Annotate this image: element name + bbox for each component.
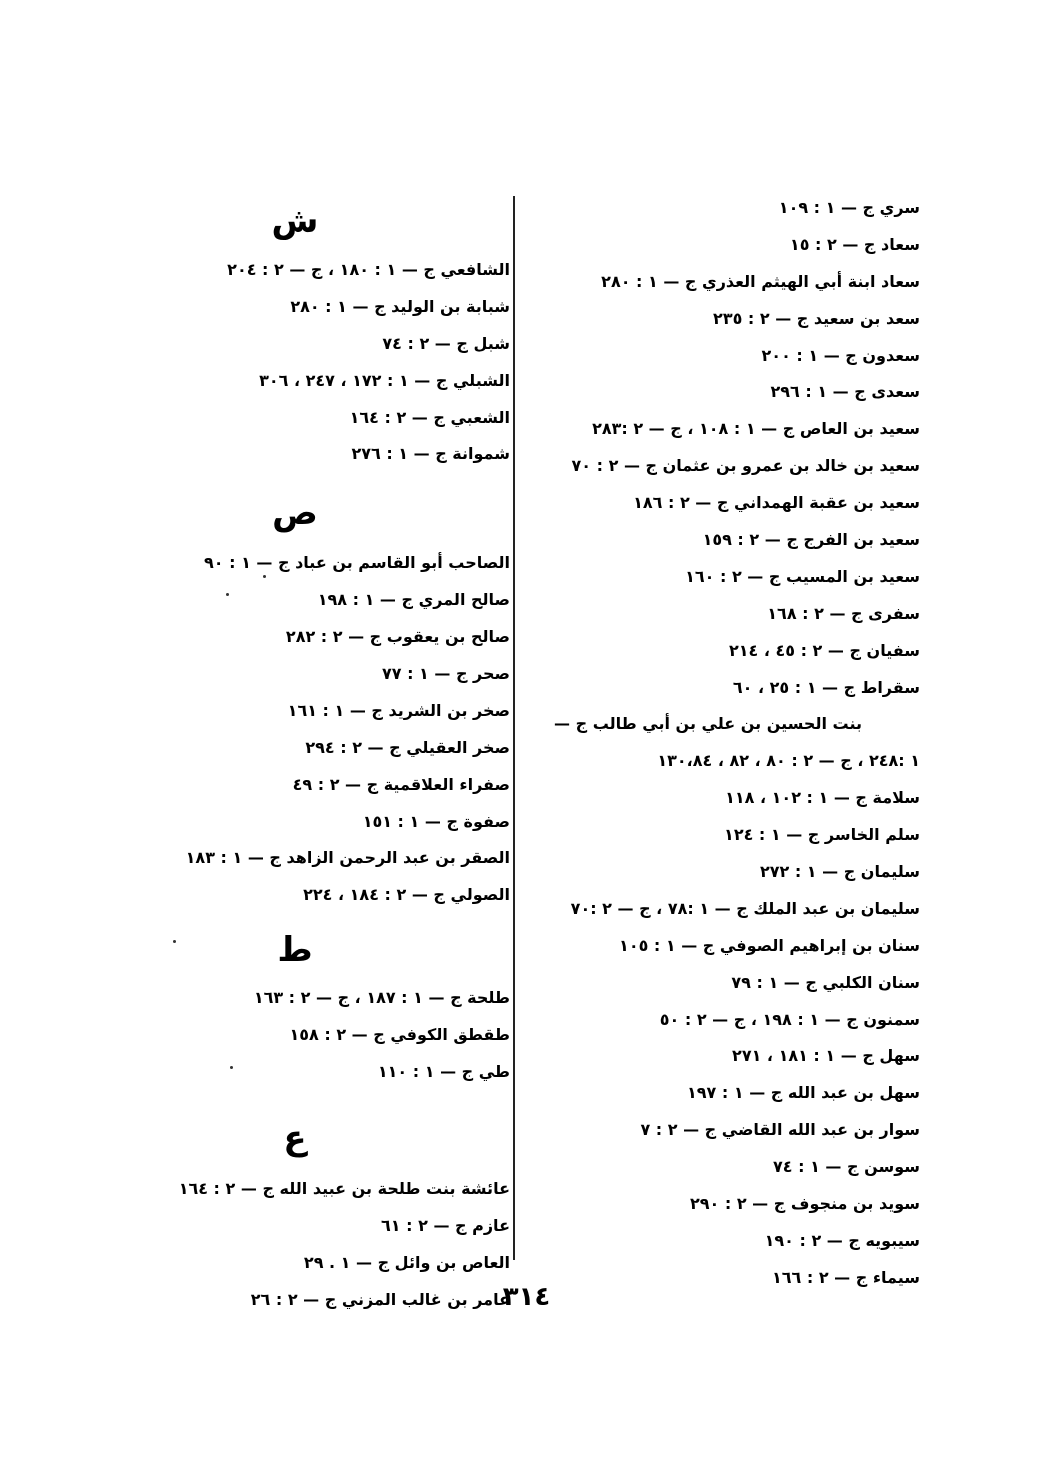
index-entry: سفيان ج — ٢ : ٤٥ ، ٢١٤ [728, 640, 920, 660]
index-entry: سلم الخاسر ج — ١ : ١٢٤ [724, 825, 920, 845]
index-entry: الصولي ج — ٢ : ١٨٤ ، ٢٢٤ [303, 885, 510, 905]
index-entry: سوسن ج — ١ : ٧٤ [773, 1157, 920, 1177]
section-letter-taa: ط [277, 930, 313, 971]
index-entry: صحر ج — ١ : ٧٧ [381, 664, 510, 684]
index-entry: سيبويه ج — ٢ : ١٩٠ [764, 1230, 920, 1250]
index-entry: الشبلي ج — ١ : ١٧٢ ، ٢٤٧ ، ٣٠٦ [259, 370, 510, 390]
index-entry: سعدون ج — ١ : ٢٠٠ [761, 345, 920, 365]
index-entry: سهل ج — ١ : ١٨١ ، ٢٧١ [732, 1046, 920, 1066]
index-entry: الشافعي ج — ١ : ١٨٠ ، ج — ٢ : ٢٠٤ [227, 260, 510, 279]
index-entry: صخر العقيلي ج — ٢ : ٢٩٤ [305, 737, 510, 757]
index-entry: سعد بن سعيد ج — ٢ : ٢٣٥ [713, 308, 920, 328]
index-entry: طي ج — ١ : ١١٠ [377, 1062, 510, 1082]
section-letter-sheen: ش [271, 201, 319, 241]
index-entry: الصقر بن عبد الرحمن الزاهد ج — ١ : ١٨٣ [185, 848, 510, 868]
index-entry: سعيد بن المسيب ج — ٢ : ١٦٠ [685, 566, 920, 586]
left-column [110, 190, 510, 1318]
index-entry: عامر بن غالب المزني ج — ٢ : ٢٦ [250, 1289, 510, 1309]
index-entry: سليمان بن عبد الملك ج — ١ :٧٨ ، ج — ٢ :٧٠ [570, 898, 920, 918]
section-letter-sad: ص [272, 493, 318, 534]
index-entry: سعيد بن خالد بن عمرو بن عثمان ج — ٢ : ٧٠ [571, 456, 920, 476]
index-entry: سقراط ج — ١ : ٢٥ ، ٦٠ [732, 677, 920, 697]
index-entry: سعيد بن عقبة الهمداني ج — ٢ : ١٨٦ [633, 493, 920, 513]
print-speck [226, 593, 229, 596]
index-entry: الشعبي ج — ٢ : ١٦٤ [349, 407, 510, 427]
index-entry: سنان الكلبي ج — ١ : ٧٩ [731, 972, 920, 992]
index-entry: سعدى ج — ١ : ٢٩٦ [770, 382, 920, 402]
index-entry: طلحة ج — ١ : ١٨٧ ، ج — ٢ : ١٦٣ [253, 988, 510, 1008]
index-entry: شبل ج — ٢ : ٧٤ [382, 333, 510, 353]
index-entry: سوار بن عبد الله القاضي ج — ٢ : ٧ [640, 1120, 920, 1140]
index-entry: شبابة بن الوليد ج — ١ : ٢٨٠ [290, 296, 510, 316]
index-entry: سعاد ج — ٢ : ١٥ [789, 234, 920, 254]
index-entry-continuation: ١ :٢٤٨ ، ج — ٢ : ٨٠ ، ٨٢ ، ١٣٠،٨٤ [657, 751, 920, 771]
index-entry: سيماء ج — ٢ : ١٦٦ [771, 1267, 920, 1287]
section-letter-ain: ع [283, 1117, 307, 1158]
right-column [520, 190, 920, 1297]
index-entry: سعيد بن العاص ج — ١ : ١٠٨ ، ج — ٢ :٢٨٣ [592, 419, 920, 439]
index-entry: سلامة ج — ١ : ١٠٢ ، ١١٨ [725, 788, 920, 808]
index-entry: سليمان ج — ١ : ٢٧٢ [759, 862, 920, 882]
print-speck [263, 575, 266, 578]
index-entry: بنت الحسين بن علي بن أبي طالب ج — [554, 714, 862, 734]
index-entry: شموانة ج — ١ : ٢٧٦ [351, 444, 510, 464]
index-entry: صخر بن الشريد ج — ١ : ١٦١ [287, 700, 510, 720]
index-entry: سعاد ابنة أبي الهيثم العذري ج — ١ : ٢٨٠ [601, 271, 920, 291]
index-entry: سنان بن إبراهيم الصوفي ج — ١ : ١٠٥ [619, 935, 920, 955]
index-entry: سمنون ج — ١ : ١٩٨ ، ج — ٢ : ٥٠ [659, 1009, 920, 1029]
print-speck [230, 1066, 233, 1069]
index-entry: صفراء العلاقمية ج — ٢ : ٤٩ [292, 774, 510, 794]
index-entry: صالح بن يعقوب ج — ٢ : ٢٨٢ [285, 627, 510, 647]
page-number: ٣١٤ [502, 1282, 551, 1312]
index-entry: سري ج — ١ : ١٠٩ [778, 198, 920, 217]
index-entry: صالح المري ج — ١ : ١٩٨ [317, 590, 510, 610]
index-entry: سهل بن عبد الله ج — ١ : ١٩٧ [687, 1083, 920, 1103]
index-entry: عازم ج — ٢ : ٦١ [381, 1215, 510, 1235]
index-entry: طقطق الكوفي ج — ٢ : ١٥٨ [289, 1025, 510, 1045]
column-divider [513, 196, 515, 1260]
print-speck [173, 940, 176, 943]
index-entry: الصاحب أبو القاسم بن عباد ج — ١ : ٩٠ [203, 553, 510, 573]
index-entry: عائشة بنت طلحة بن عبيد الله ج — ٢ : ١٦٤ [178, 1178, 510, 1198]
index-entry: سفرى ج — ٢ : ١٦٨ [767, 603, 920, 623]
index-entry: العاص بن وائل ج — ١ . ٢٩ [303, 1252, 510, 1272]
index-entry: صفوة ج — ١ : ١٥١ [362, 811, 510, 831]
index-entry: سويد بن منجوف ج — ٢ : ٢٩٠ [690, 1194, 920, 1214]
index-entry: سعيد بن الفرج ج — ٢ : ١٥٩ [702, 530, 920, 550]
